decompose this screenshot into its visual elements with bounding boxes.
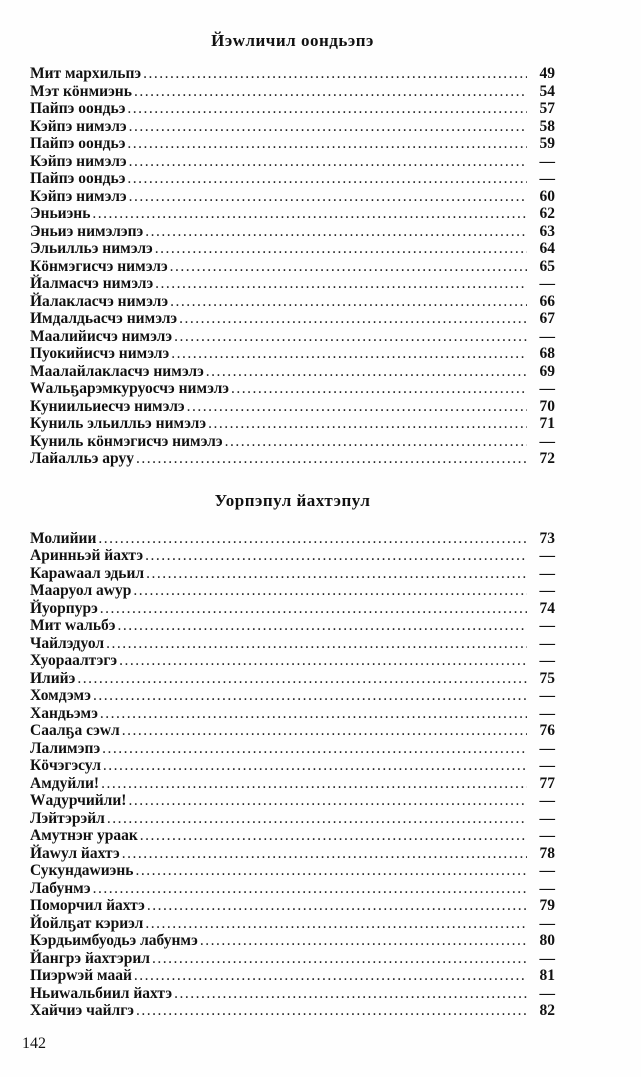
entry-page: — xyxy=(539,827,555,844)
entry-page: — xyxy=(539,634,555,652)
dot-leader xyxy=(171,345,527,363)
dot-leader xyxy=(128,792,527,810)
toc-entry xyxy=(30,687,555,705)
toc-entry xyxy=(30,433,555,451)
dot-leader xyxy=(206,363,527,381)
toc-entry xyxy=(30,722,555,740)
dot-leader xyxy=(134,967,527,985)
toc-entry xyxy=(30,415,555,433)
entry-page: — xyxy=(539,564,555,582)
toc-entry xyxy=(30,635,555,653)
dot-leader xyxy=(119,652,527,670)
entry-page: 49 xyxy=(539,65,555,82)
dot-leader xyxy=(143,65,527,83)
toc-entry xyxy=(30,83,555,101)
entry-page: 69 xyxy=(539,362,555,380)
dot-leader xyxy=(170,293,527,311)
entry-label: Кэйпэ нимэлэ xyxy=(30,152,127,170)
dot-leader xyxy=(129,118,527,136)
entry-label: Куниильиесчэ нимэлэ xyxy=(30,397,185,415)
entry-label: Кэрдьимбуодьэ лабунмэ xyxy=(30,932,198,949)
entry-label: Саалҕа сэwл xyxy=(30,722,120,739)
toc-entry xyxy=(30,932,555,950)
entry-page: — xyxy=(539,704,555,722)
toc-entry xyxy=(30,775,555,793)
entry-page: — xyxy=(539,327,555,345)
dot-leader xyxy=(77,670,527,688)
entry-page: — xyxy=(539,862,555,879)
dot-leader xyxy=(170,258,527,276)
toc xyxy=(30,30,555,1020)
entry-page: 57 xyxy=(539,100,555,117)
toc-entry xyxy=(30,363,555,381)
entry-label: Хомдэмэ xyxy=(30,687,91,704)
entry-label: Wадурчийли! xyxy=(30,792,127,809)
toc-entry xyxy=(30,897,555,915)
toc-entry xyxy=(30,118,555,136)
toc-entry xyxy=(30,100,555,118)
entry-label: Хандьэмэ xyxy=(30,704,98,722)
entry-page: — xyxy=(539,757,555,774)
dot-leader xyxy=(145,223,527,241)
entry-label: Молийии xyxy=(30,529,97,547)
entry-page: — xyxy=(539,547,555,564)
dot-leader xyxy=(127,170,527,188)
entry-label: Поморчил йахтэ xyxy=(30,897,145,914)
entry-label: Мит мархильпэ xyxy=(30,65,142,82)
toc-entry xyxy=(30,565,555,583)
toc-entry xyxy=(30,240,555,258)
entry-page: 68 xyxy=(539,345,555,362)
dot-leader xyxy=(140,827,527,845)
entry-label: Йалакласчэ нимэлэ xyxy=(30,292,169,310)
entry-page: 62 xyxy=(539,205,555,222)
dot-leader xyxy=(93,687,527,705)
dot-leader xyxy=(102,740,527,758)
entry-label: Имдалдьасчэ нимэлэ xyxy=(30,310,178,327)
toc-entry xyxy=(30,205,555,223)
toc-entry xyxy=(30,135,555,153)
entry-label: Сукундаwиэнь xyxy=(30,862,134,879)
toc-entry xyxy=(30,188,555,206)
entry-page: 79 xyxy=(539,897,555,914)
dot-leader xyxy=(145,547,527,565)
dot-leader xyxy=(208,415,527,433)
entry-page: 58 xyxy=(539,117,555,135)
entry-label: Мэт кöнмиэнь xyxy=(30,82,132,100)
entry-label: Илийэ xyxy=(30,669,76,687)
toc-entry xyxy=(30,153,555,171)
toc-entry xyxy=(30,967,555,985)
entry-label: Йаwул йахтэ xyxy=(30,844,120,862)
entry-page: 54 xyxy=(539,82,555,100)
entry-page: 71 xyxy=(539,415,555,432)
entry-label: Ньиwальбиил йахтэ xyxy=(30,984,173,1002)
toc-entry xyxy=(30,740,555,758)
entry-page: — xyxy=(539,617,555,634)
entry-page: — xyxy=(539,792,555,809)
toc-entry xyxy=(30,705,555,723)
toc-entry xyxy=(30,65,555,83)
entry-label: Лабунмэ xyxy=(30,879,91,897)
entry-page: — xyxy=(539,739,555,757)
entry-label: Хайчиэ чайлгэ xyxy=(30,1002,134,1019)
toc-entry xyxy=(30,530,555,548)
dot-leader xyxy=(225,433,527,451)
dot-leader xyxy=(174,328,527,346)
toc-section xyxy=(30,490,555,1020)
toc-entry xyxy=(30,450,555,468)
entry-label: Пайпэ оондьэ xyxy=(30,135,126,152)
toc-entry xyxy=(30,950,555,968)
entry-page: 80 xyxy=(539,932,555,949)
entry-label: Кэйпэ нимэлэ xyxy=(30,117,127,135)
entry-label: Караwаал эдьил xyxy=(30,564,145,582)
entry-page: 64 xyxy=(539,240,555,257)
dot-leader xyxy=(146,565,527,583)
entry-page: 63 xyxy=(539,222,555,240)
toc-entry xyxy=(30,845,555,863)
entry-page: — xyxy=(539,582,555,599)
entry-label: Маалийисчэ нимэлэ xyxy=(30,327,173,345)
entry-label: Эньиэ нимэлэпэ xyxy=(30,222,144,240)
dot-leader xyxy=(136,450,527,468)
entry-label: Лэйтэрэйл xyxy=(30,809,105,827)
dot-leader xyxy=(127,135,527,153)
toc-entry xyxy=(30,293,555,311)
dot-leader xyxy=(129,188,527,206)
section-title: Уорпэпул йахтэпул xyxy=(214,490,371,510)
entry-page: 78 xyxy=(539,844,555,862)
toc-entry xyxy=(30,310,555,328)
toc-entry xyxy=(30,582,555,600)
toc-entry xyxy=(30,170,555,188)
toc-entry xyxy=(30,792,555,810)
toc-entry xyxy=(30,827,555,845)
dot-leader xyxy=(122,845,527,863)
entry-page: 65 xyxy=(539,257,555,275)
dot-leader xyxy=(155,275,527,293)
dot-leader xyxy=(174,985,527,1003)
dot-leader xyxy=(93,880,527,898)
dot-leader xyxy=(103,757,527,775)
toc-entry xyxy=(30,985,555,1003)
entry-page: — xyxy=(539,687,555,704)
dot-leader xyxy=(200,932,527,950)
entry-page: 77 xyxy=(539,774,555,792)
entry-label: Кэйпэ нимэлэ xyxy=(30,187,127,205)
entry-page: — xyxy=(539,170,555,187)
dot-leader xyxy=(152,950,527,968)
entry-label: Йангрэ йахтэрил xyxy=(30,949,150,967)
toc-entry xyxy=(30,345,555,363)
entry-label: Wальҕарэмкуруосчэ нимэлэ xyxy=(30,380,230,397)
toc-entry xyxy=(30,670,555,688)
toc-entry xyxy=(30,862,555,880)
entry-label: Йойлҕат кэриэл xyxy=(30,914,144,932)
toc-entry xyxy=(30,757,555,775)
dot-leader xyxy=(147,897,527,915)
dot-leader xyxy=(107,810,527,828)
entry-page: — xyxy=(539,984,555,1002)
entry-page: 59 xyxy=(539,135,555,152)
entry-page: 73 xyxy=(539,529,555,547)
entry-page: 60 xyxy=(539,187,555,205)
entry-page: — xyxy=(539,652,555,669)
dot-leader xyxy=(136,862,528,880)
toc-entry xyxy=(30,547,555,565)
entry-page: — xyxy=(539,432,555,450)
entry-label: Пайпэ оондьэ xyxy=(30,170,126,187)
entry-page: 75 xyxy=(539,669,555,687)
entry-label: Амутнэҥ ураак xyxy=(30,827,138,844)
entry-page: — xyxy=(539,949,555,967)
entry-label: Чайлэдуол xyxy=(30,634,105,652)
entry-label: Эньиэнь xyxy=(30,205,91,222)
entry-label: Пуокийисчэ нимэлэ xyxy=(30,345,170,362)
toc-entry xyxy=(30,223,555,241)
dot-leader xyxy=(92,205,527,223)
entry-label: Пиэрwэй маай xyxy=(30,967,132,984)
toc-entry xyxy=(30,258,555,276)
entry-page: 81 xyxy=(539,967,555,984)
entry-page: — xyxy=(539,879,555,897)
entry-page: — xyxy=(539,809,555,827)
entry-page: 72 xyxy=(539,450,555,467)
toc-entry xyxy=(30,398,555,416)
entry-label: Йуорпурэ xyxy=(30,599,98,617)
entry-label: Лайалльэ аруу xyxy=(30,450,134,467)
dot-leader xyxy=(98,530,527,548)
entry-label: Куниль кöнмэгисчэ нимэлэ xyxy=(30,432,223,450)
toc-entry xyxy=(30,880,555,898)
dot-leader xyxy=(129,153,527,171)
entry-label: Кöнмэгисчэ нимэлэ xyxy=(30,257,168,275)
entry-label: Маалайлакласчэ нимэлэ xyxy=(30,362,204,380)
entry-label: Пайпэ оондьэ xyxy=(30,100,126,117)
dot-leader xyxy=(117,617,527,635)
entry-label: Хуораалтэгэ xyxy=(30,652,118,669)
entry-label: Амдуйли! xyxy=(30,774,100,792)
entry-page: — xyxy=(539,914,555,932)
toc-entry xyxy=(30,617,555,635)
entry-label: Лалимэпэ xyxy=(30,739,101,757)
dot-leader xyxy=(100,600,527,618)
entry-page: 82 xyxy=(539,1002,555,1019)
entry-label: Мааруол аwур xyxy=(30,582,132,599)
entry-page: — xyxy=(539,152,555,170)
dot-leader xyxy=(136,1002,527,1020)
dot-leader xyxy=(145,915,527,933)
toc-entry xyxy=(30,915,555,933)
dot-leader xyxy=(122,722,527,740)
dot-leader xyxy=(106,635,527,653)
dot-leader xyxy=(101,775,527,793)
toc-entry xyxy=(30,328,555,346)
dot-leader xyxy=(155,240,527,258)
entry-label: Кöчэгэсул xyxy=(30,757,101,774)
toc-section xyxy=(30,30,555,468)
toc-entry xyxy=(30,600,555,618)
entry-page: — xyxy=(539,275,555,292)
toc-entry xyxy=(30,275,555,293)
dot-leader xyxy=(100,705,527,723)
entry-page: 74 xyxy=(539,599,555,617)
dot-leader xyxy=(179,310,527,328)
entry-page: 66 xyxy=(539,292,555,310)
dot-leader xyxy=(187,398,527,416)
entry-label: Куниль эльилльэ нимэлэ xyxy=(30,415,207,432)
toc-entry xyxy=(30,1002,555,1020)
entry-label: Аринньэй йахтэ xyxy=(30,547,144,564)
toc-entry xyxy=(30,652,555,670)
dot-leader xyxy=(127,100,527,118)
toc-entry xyxy=(30,810,555,828)
toc-entry xyxy=(30,380,555,398)
entry-label: Мит wальбэ xyxy=(30,617,116,634)
entry-page: — xyxy=(539,380,555,397)
footer-page-number: 142 xyxy=(22,1035,46,1052)
entry-page: 67 xyxy=(539,310,555,327)
dot-leader xyxy=(133,582,527,600)
section-title: Йэwличил оондьэпэ xyxy=(211,31,374,50)
entry-label: Эльилльэ нимэлэ xyxy=(30,240,153,257)
entry-page: 70 xyxy=(539,397,555,415)
dot-leader xyxy=(134,83,527,101)
entry-page: 76 xyxy=(539,722,555,739)
dot-leader xyxy=(231,380,527,398)
entry-label: Йалмасчэ нимэлэ xyxy=(30,275,154,292)
